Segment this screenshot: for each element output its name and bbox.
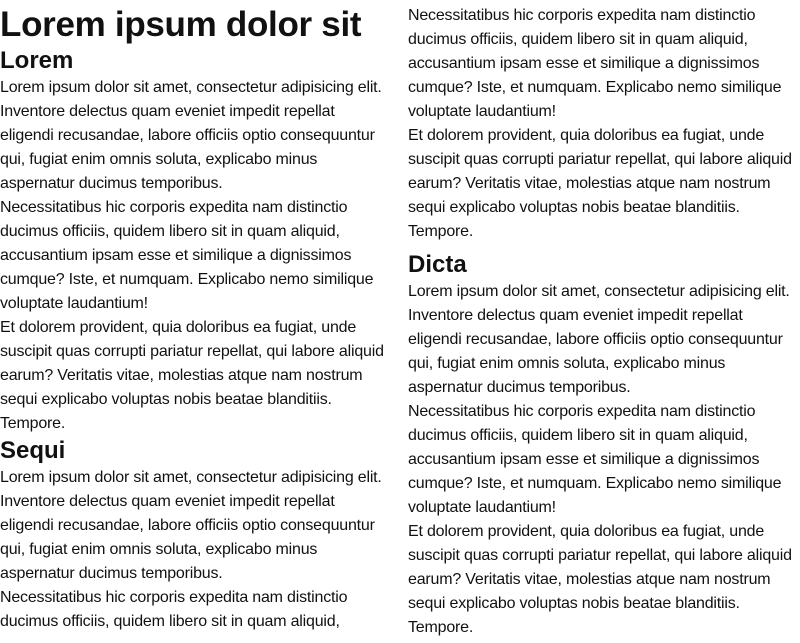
paragraph: Necessitatibus hic corporis expedita nam distinctio ducimus officiis, quidem libero sit in quam aliquid, xyxy=(0,589,348,630)
section-heading-sequi: Sequi xyxy=(0,437,66,464)
section-heading-dicta: Dicta xyxy=(408,251,467,278)
right-column xyxy=(408,0,800,643)
paragraph: Et dolorem provident, quia doloribus ea fugiat, unde suscipit quas corrupti pariatur repellat, qui labore aliquid earum? Veritatis vitae, molestias atque nam nostrum sequi explicabo voluptas nobis beatae blanditiis. Tempore. xyxy=(408,523,792,636)
paragraph: Lorem ipsum dolor sit amet, consectetur adipisicing elit. Inventore delectus quam eveniet impedit repellat eligendi recusandae, labore officiis optio consequuntur qui, fugiat enim omnis soluta, explicabo minus aspernatur ducimus temporibus. xyxy=(408,283,790,396)
paragraph: Necessitatibus hic corporis expedita nam distinctio ducimus officiis, quidem libero sit in quam aliquid, accusantium ipsam esse et similique a dignissimos cumque? Iste, et numquam. Explicabo nemo similique voluptate laudantium! xyxy=(408,7,782,120)
left-column xyxy=(0,0,392,643)
paragraph: Et dolorem provident, quia doloribus ea fugiat, unde suscipit quas corrupti pariatur repellat, qui labore aliquid earum? Veritatis vitae, molestias atque nam nostrum sequi explicabo voluptas nobis beatae blanditiis. Tempore. xyxy=(408,127,792,240)
paragraph: Lorem ipsum dolor sit amet, consectetur adipisicing elit. Inventore delectus quam eveniet impedit repellat eligendi recusandae, labore officiis optio consequuntur qui, fugiat enim omnis soluta, explicabo minus aspernatur ducimus temporibus. xyxy=(0,79,382,192)
paragraph: Et dolorem provident, quia doloribus ea fugiat, unde suscipit quas corrupti pariatur repellat, qui labore aliquid earum? Veritatis vitae, molestias atque nam nostrum sequi explicabo voluptas nobis beatae blanditiis. Tempore. xyxy=(0,319,384,432)
paragraph: Lorem ipsum dolor sit amet, consectetur adipisicing elit. Inventore delectus quam eveniet impedit repellat eligendi recusandae, labore officiis optio consequuntur qui, fugiat enim omnis soluta, explicabo minus aspernatur ducimus temporibus. xyxy=(0,469,382,582)
paragraph: Necessitatibus hic corporis expedita nam distinctio ducimus officiis, quidem libero sit in quam aliquid, accusantium ipsam esse et similique a dignissimos cumque? Iste, et numquam. Explicabo nemo similique voluptate laudantium! xyxy=(0,199,374,312)
section-heading-lorem: Lorem xyxy=(0,47,74,74)
paragraph: Necessitatibus hic corporis expedita nam distinctio ducimus officiis, quidem libero sit in quam aliquid, accusantium ipsam esse et similique a dignissimos cumque? Iste, et numquam. Explicabo nemo similique voluptate laudantium! xyxy=(408,403,782,516)
page-title: Lorem ipsum dolor sit xyxy=(0,5,362,44)
